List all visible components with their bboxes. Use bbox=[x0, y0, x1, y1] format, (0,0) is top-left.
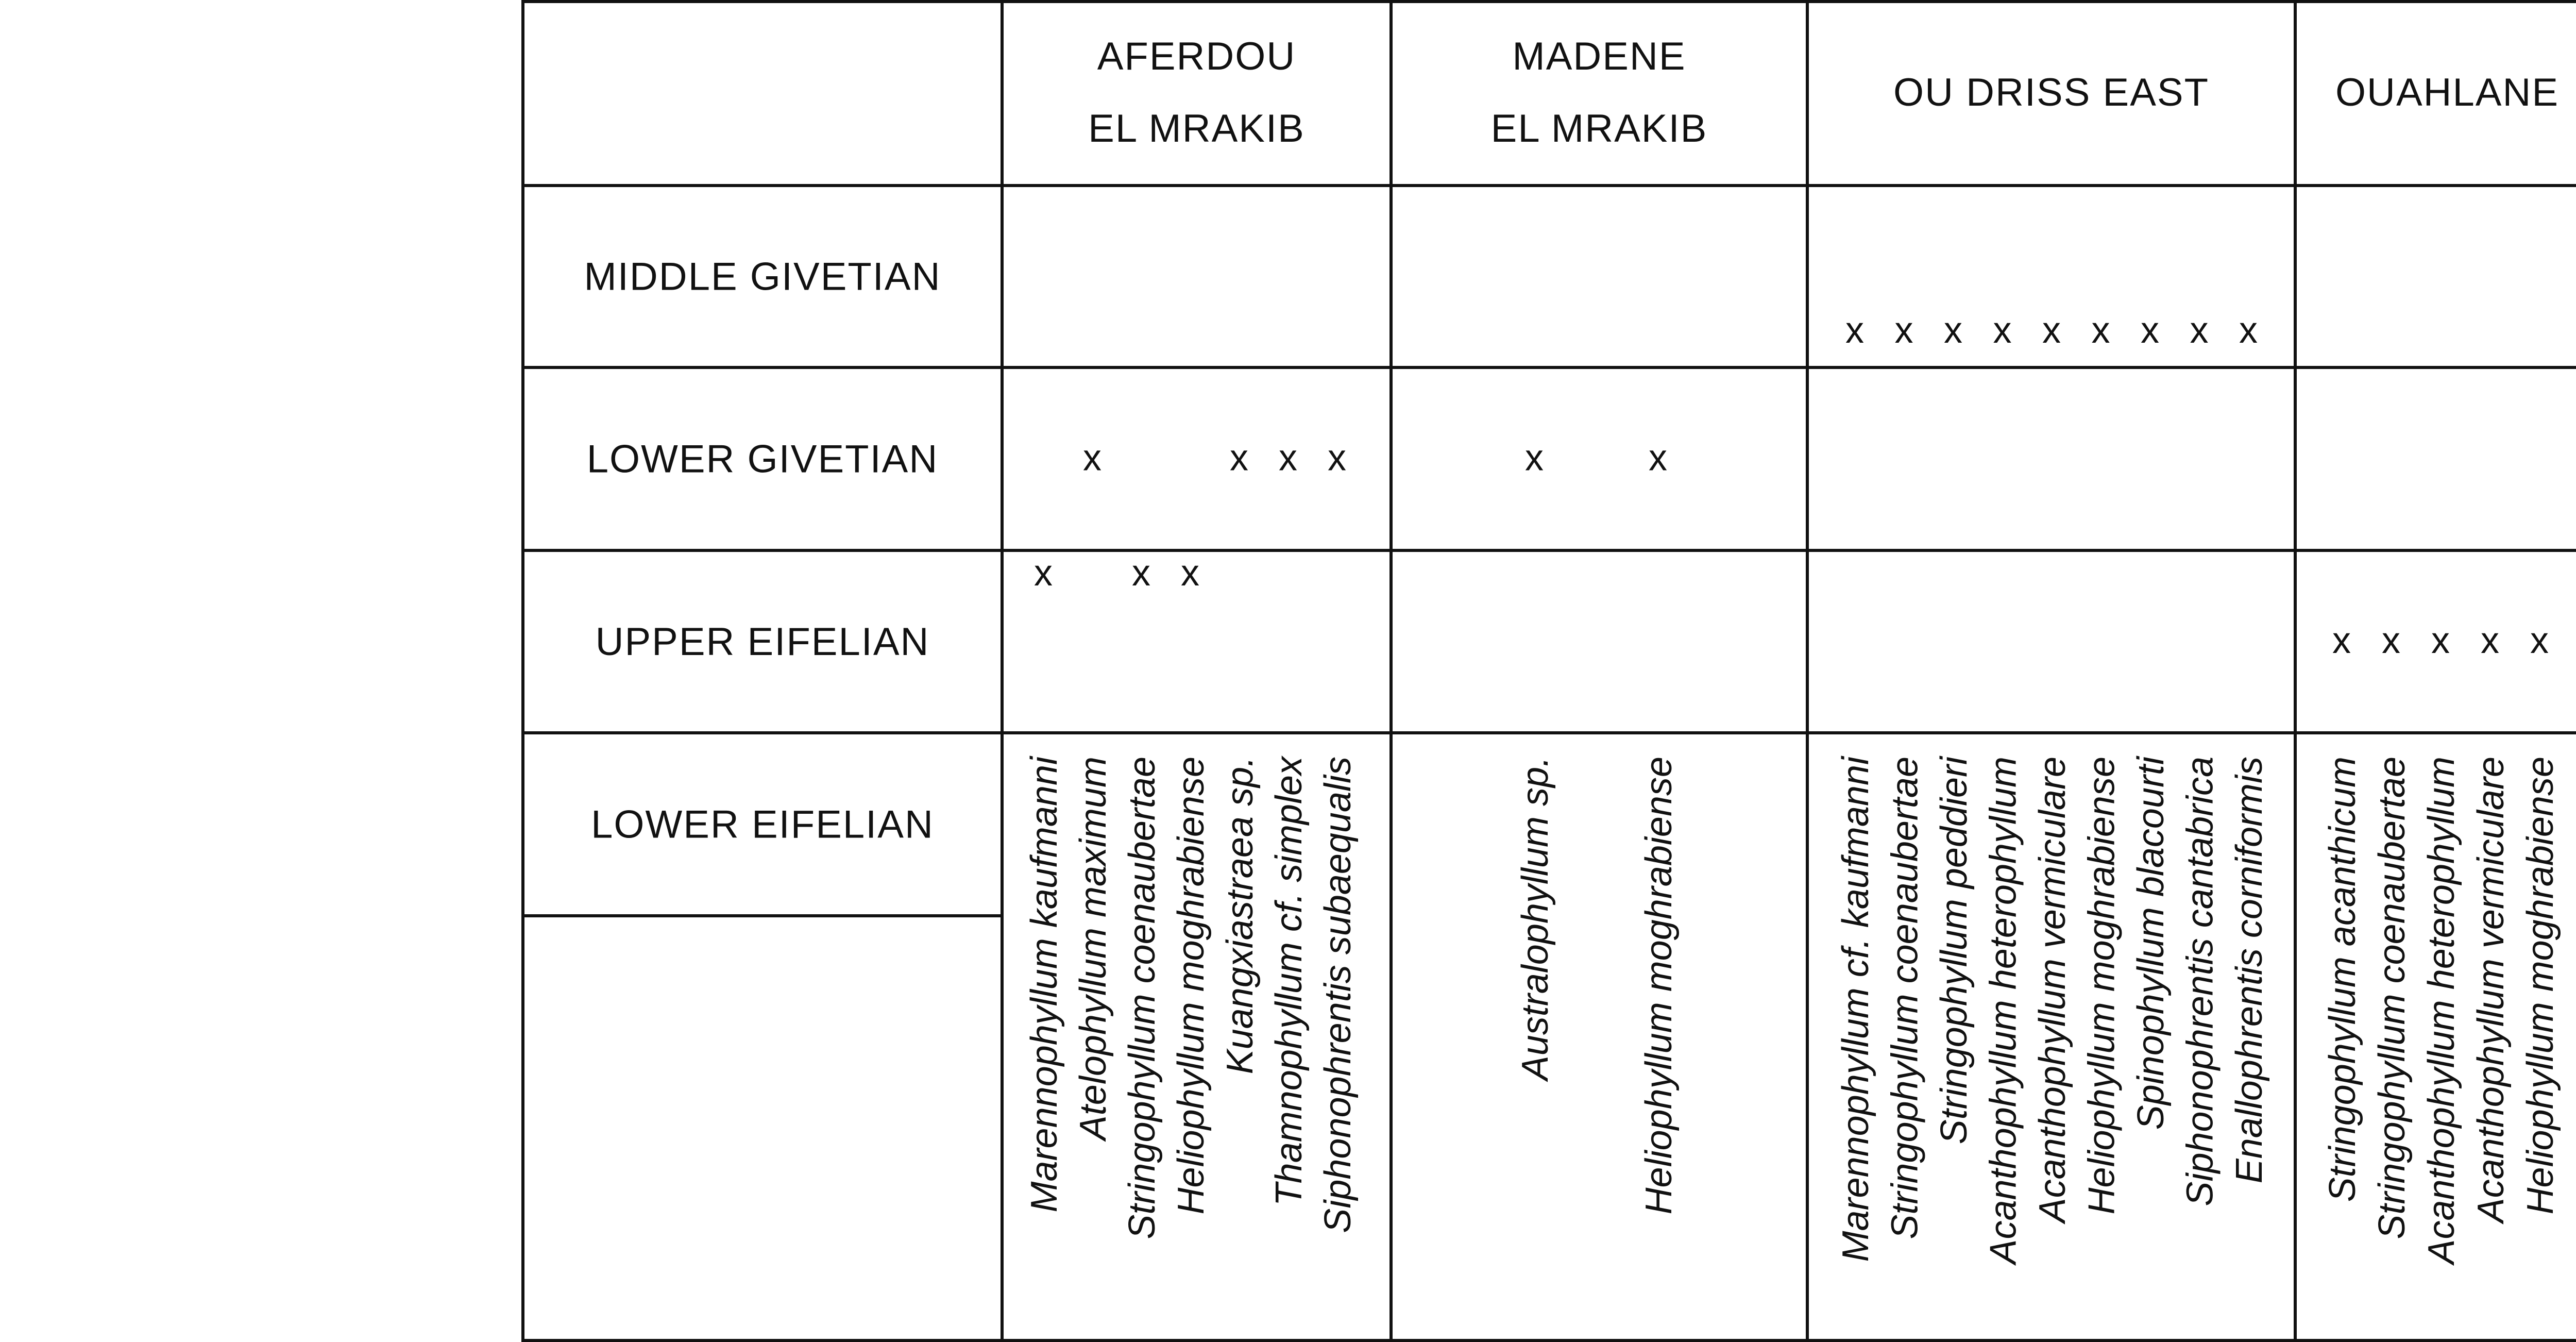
occurrence-mark: x bbox=[1328, 437, 1346, 479]
locality-header-madene: EL MRAKIB bbox=[1490, 107, 1708, 150]
species-label: Australophyllum sp. bbox=[1515, 757, 1556, 1081]
species-label: Stringophyllum acanthicum bbox=[2322, 757, 2363, 1202]
occurrence-mark: x bbox=[2190, 310, 2209, 351]
species-label: Siphonophrentis cantabrica bbox=[2179, 757, 2221, 1206]
species-label: Heliophyllum moghrabiense bbox=[2520, 757, 2561, 1215]
locality-header-aferdou: EL MRAKIB bbox=[1088, 107, 1305, 150]
species-label: Acanthophyllum heterophyllum bbox=[2421, 757, 2462, 1264]
stage-label-lower_eifelian: LOWER EIFELIAN bbox=[591, 802, 934, 847]
species-label: Stringophyllum coenaubertae bbox=[1122, 757, 1163, 1239]
occurrence-mark: x bbox=[1944, 310, 1962, 351]
occurrence-mark: x bbox=[2042, 310, 2061, 351]
occurrence-mark: x bbox=[1649, 437, 1667, 479]
species-label: Heliophyllum moghrabiense bbox=[1171, 757, 1212, 1215]
occurrence-marks bbox=[1034, 310, 2549, 661]
species-label: Acanthophyllum vermiculare bbox=[2032, 757, 2073, 1223]
occurrence-mark: x bbox=[1845, 310, 1864, 351]
species-label: Stringophyllum coenaubertae bbox=[1884, 757, 1926, 1239]
occurrence-mark: x bbox=[1993, 310, 2012, 351]
occurrence-mark: x bbox=[1279, 437, 1297, 479]
occurrence-mark: x bbox=[2239, 310, 2258, 351]
occurrence-mark: x bbox=[1181, 552, 1199, 594]
species-label: Enallophrentis corniformis bbox=[2229, 757, 2270, 1184]
occurrence-mark: x bbox=[1083, 437, 1101, 479]
species-label: Siphonophrentis subaequalis bbox=[1317, 757, 1359, 1233]
occurrence-mark: x bbox=[1230, 437, 1248, 479]
occurrence-mark: x bbox=[1034, 552, 1053, 594]
locality-header-aferdou: AFERDOU bbox=[1097, 35, 1296, 78]
occurrence-mark: x bbox=[1132, 552, 1150, 594]
locality-header-ouahlane: OUAHLANE bbox=[2335, 71, 2560, 114]
occurrence-mark: x bbox=[2332, 620, 2351, 661]
occurrence-mark: x bbox=[2091, 310, 2110, 351]
species-label: Marennophyllum kaufmanni bbox=[1024, 757, 1065, 1213]
stage-label-middle_givetian: MIDDLE GIVETIAN bbox=[584, 255, 941, 299]
occurrence-mark: x bbox=[2382, 620, 2400, 661]
stage-label-lower_givetian: LOWER GIVETIAN bbox=[586, 437, 939, 481]
locality-header-ou_driss: OU DRISS EAST bbox=[1893, 71, 2209, 114]
species-label: Spinophyllum blacourti bbox=[2130, 757, 2172, 1130]
species-label: Stringophyllum peddieri bbox=[1934, 757, 1975, 1145]
locality-header-madene: MADENE bbox=[1512, 35, 1686, 78]
species-label: Thamnophyllum cf. simplex bbox=[1268, 757, 1310, 1206]
occurrence-mark: x bbox=[2431, 620, 2450, 661]
species-label: Stringophyllum coenaubertae bbox=[2371, 757, 2413, 1239]
occurrence-mark: x bbox=[1525, 437, 1544, 479]
species-label: Acanthophyllum vermiculare bbox=[2470, 757, 2512, 1223]
occurrence-mark: x bbox=[2481, 620, 2499, 661]
species-label: Marennophyllum cf. kaufmanni bbox=[1835, 757, 1876, 1262]
species-label: Heliophyllum moghrabiense bbox=[1638, 757, 1680, 1215]
species-label: Acanthophyllum heterophyllum bbox=[1982, 757, 2024, 1264]
occurrence-mark: x bbox=[1894, 310, 1913, 351]
occurrence-mark: x bbox=[2530, 620, 2549, 661]
species-label: Kuangxiastraea sp. bbox=[1219, 757, 1261, 1075]
species-label: Heliophyllum moghrabiense bbox=[2081, 757, 2123, 1215]
occurrence-mark: x bbox=[2141, 310, 2159, 351]
species-labels bbox=[1024, 755, 2561, 1266]
locality-headers bbox=[1088, 35, 2559, 150]
stage-label-upper_eifelian: UPPER EIFELIAN bbox=[595, 620, 930, 664]
species-label: Atelophyllum maximum bbox=[1073, 757, 1114, 1140]
